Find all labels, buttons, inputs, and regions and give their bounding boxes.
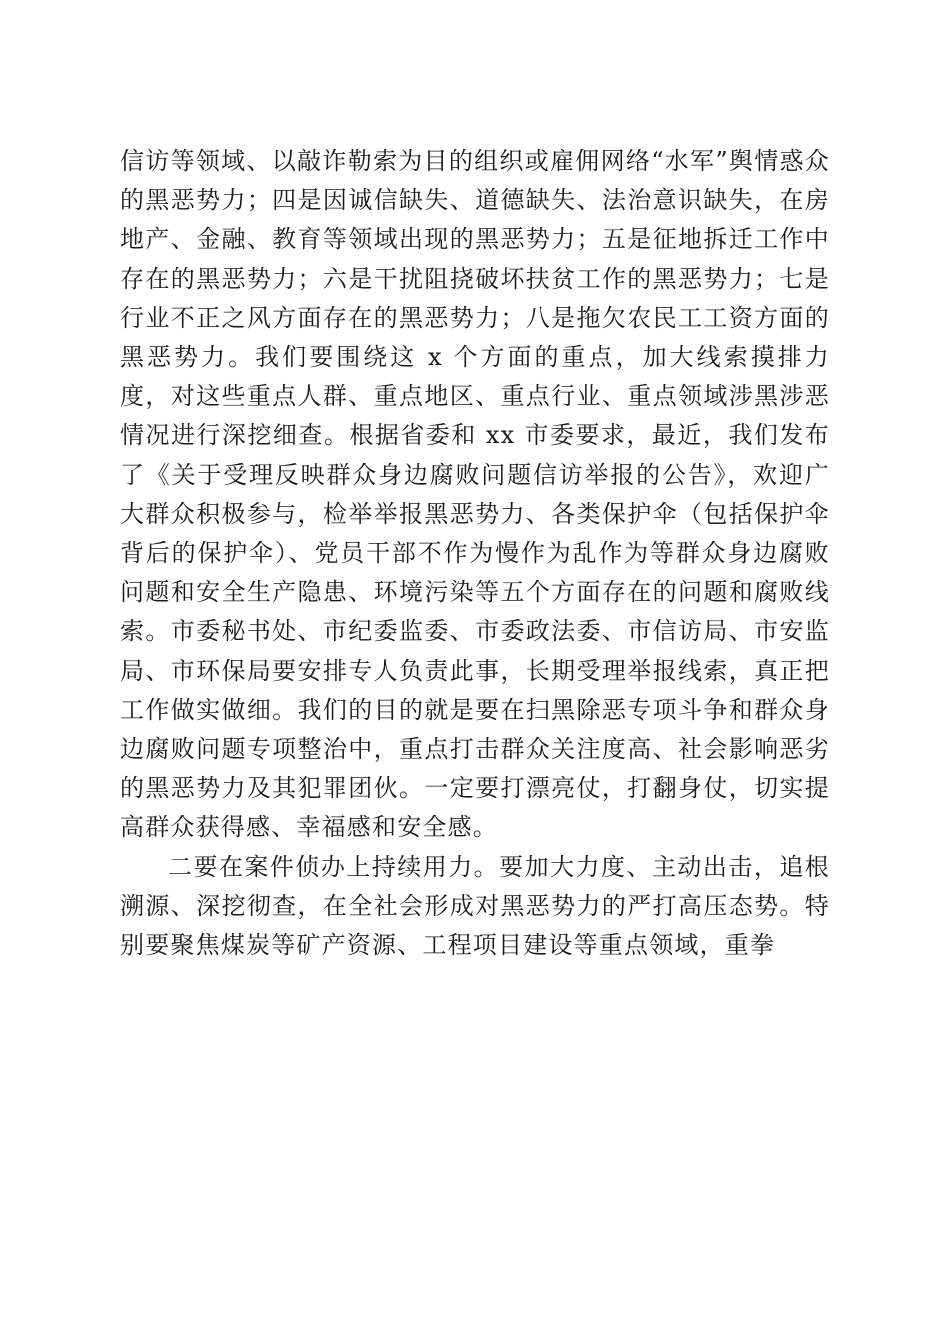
paragraph-case-investigation: 二要在案件侦办上持续用力。要加大力度、主动出击，追根溯源、深挖彻查，在全社会形成对黑恶势力的严打高压态势。特别要聚焦煤炭等矿产资源、工程项目建设等重点领域，重拳	[120, 852, 830, 960]
document-body	[120, 142, 830, 965]
paragraph-continuation: 信访等领域、以敲诈勒索为目的组织或雇佣网络“水军”舆情惑众的黑恶势力；四是因诚信缺失、道德缺失、法治意识缺失，在房地产、金融、教育等领域出现的黑恶势力；五是征地拆迁工作中存在的黑恶势力；六是干扰阻挠破坏扶贫工作的黑恶势力；七是行业不正之风方面存在的黑恶势力；八是拖欠农民工工资方面的黑恶势力。我们要围绕这 x 个方面的重点，加大线索摸排力度，对这些重点人群、重点地区、重点行业、重点领域涉黑涉恶情况进行深挖细查。根据省委和 xx 市委要求，最近，我们发布了《关于受理反映群众身边腐败问题信访举报的公告》，欢迎广大群众积极参与，检举举报黑恶势力、各类保护伞（包括保护伞背后的保护伞）、党员干部不作为慢作为乱作为等群众身边腐败问题和安全生产隐患、环境污染等五个方面存在的问题和腐败线索。市委秘书处、市纪委监委、市委政法委、市信访局、市安监局、市环保局要安排专人负责此事，长期受理举报线索，真正把工作做实做细。我们的目的就是要在扫黑除恶专项斗争和群众身边腐败问题专项整治中，重点打击群众关注度高、社会影响恶劣的黑恶势力及其犯罪团伙。一定要打漂亮仗，打翻身仗，切实提高群众获得感、幸福感和安全感。	[120, 147, 830, 842]
